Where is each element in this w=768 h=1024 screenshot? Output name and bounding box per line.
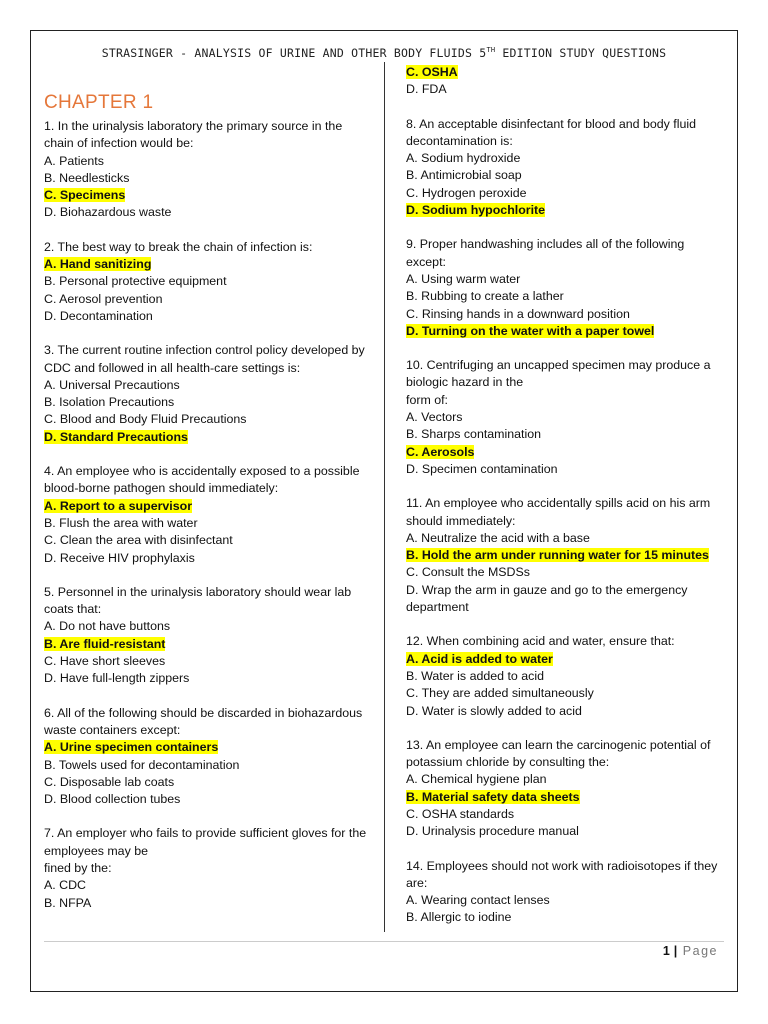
correct-answer-option: A. Urine specimen containers [44, 740, 219, 755]
page-footer [663, 944, 718, 958]
question-item [406, 116, 726, 220]
correct-answer-option: D. Sodium hypochlorite [406, 203, 546, 218]
answer-option: C. They are added simultaneously [406, 686, 594, 701]
question-item [406, 858, 726, 927]
question-stem: 10. Centrifuging an uncapped specimen may produce a biologic hazard in the [406, 358, 711, 390]
answer-option: A. Vectors [406, 410, 463, 425]
answer-option: B. Needlesticks [44, 170, 130, 185]
question-stem: 2. The best way to break the chain of infection is: [44, 239, 313, 254]
answer-option: D. FDA [406, 82, 447, 97]
document-header: STRASINGER - ANALYSIS OF URINE AND OTHER BODY FLUIDS 5TH EDITION STUDY QUESTIONS [101, 46, 667, 60]
question-stem: 6. All of the following should be discarded in biohazardous waste containers except: [44, 705, 363, 737]
answer-option: D. Decontamination [44, 308, 153, 323]
page-label: Page [682, 944, 718, 958]
question-stem: 9. Proper handwashing includes all of the following except: [406, 237, 685, 269]
question-item [44, 705, 374, 809]
answer-option: B. Isolation Precautions [44, 395, 175, 410]
question-stem: 7. An employer who fails to provide sufficient gloves for the employees may be [44, 826, 367, 858]
column-divider [384, 62, 385, 932]
chapter-heading: CHAPTER 1 [44, 92, 154, 113]
answer-option: D. Specimen contamination [406, 461, 558, 476]
question-stem: 5. Personnel in the urinalysis laboratory should wear lab coats that: [44, 584, 352, 617]
right-column [406, 64, 726, 944]
answer-option: B. Personal protective equipment [44, 274, 227, 289]
answer-option: C. Rinsing hands in a downward position [406, 306, 630, 321]
answer-option: C. Disposable lab coats [44, 774, 175, 789]
answer-option: B. Towels used for decontamination [44, 757, 240, 772]
answer-option: C. Aerosol prevention [44, 291, 163, 306]
question-item [44, 825, 374, 911]
footer-separator: | [673, 944, 679, 958]
footer-rule [44, 941, 724, 942]
answer-option: A. Neutralize the acid with a base [406, 530, 590, 545]
left-column [44, 92, 374, 929]
answer-option: D. Biohazardous waste [44, 205, 172, 220]
answer-option: B. Sharps contamination [406, 427, 541, 442]
answer-option: D. Blood collection tubes [44, 792, 181, 807]
question-item [406, 495, 726, 616]
answer-option: A. Universal Precautions [44, 377, 180, 392]
answer-option: C. Blood and Body Fluid Precautions [44, 412, 247, 427]
question-stem: 13. An employee can learn the carcinogenic potential of potassium chloride by consulting the: [406, 737, 711, 770]
answer-option: A. Using warm water [406, 271, 521, 286]
answer-option: C. OSHA standards [406, 806, 515, 821]
answer-option: C. Have short sleeves [44, 654, 166, 669]
question-stem: 12. When combining acid and water, ensure that: [406, 634, 675, 649]
correct-answer-option: C. Specimens [44, 188, 126, 203]
answer-option: D. Wrap the arm in gauze and go to the emergency department [406, 582, 688, 615]
correct-answer-option: D. Turning on the water with a paper towel [406, 323, 655, 338]
question-item [44, 118, 374, 222]
question-stem: 3. The current routine infection control policy developed by CDC and followed in all health-care settings is: [44, 343, 365, 375]
answer-option: D. Receive HIV prophylaxis [44, 550, 195, 565]
question-item [44, 239, 374, 325]
correct-answer-option: A. Hand sanitizing [44, 257, 152, 272]
question-stem: 8. An acceptable disinfectant for blood and body fluid decontamination is: [406, 116, 697, 148]
answer-option: B. Antimicrobial soap [406, 168, 522, 183]
answer-option: B. Flush the area with water [44, 515, 198, 530]
answer-option: A. CDC [44, 878, 86, 893]
question-stem: 1. In the urinalysis laboratory the primary source in the chain of infection would be: [44, 119, 343, 151]
question-stem-continued: fined by the: [44, 860, 112, 875]
page-number: 1 [662, 944, 670, 958]
question-item [406, 357, 726, 478]
question-item [406, 737, 726, 841]
answer-option: D. Water is slowly added to acid [406, 703, 582, 718]
answer-option: D. Have full-length zippers [44, 671, 190, 686]
answer-option: C. Consult the MSDSs [406, 565, 530, 580]
question-stem-continued: form of: [406, 392, 448, 407]
correct-answer-option: C. Aerosols [406, 444, 475, 459]
answer-option: A. Wearing contact lenses [406, 893, 550, 908]
correct-answer-option: D. Standard Precautions [44, 429, 188, 444]
question-stem: 4. An employee who is accidentally exposed to a possible blood-borne pathogen should immediately: [44, 464, 360, 496]
answer-option: B. Allergic to iodine [406, 910, 512, 925]
answer-option: A. Patients [44, 153, 104, 168]
answer-option: A. Do not have buttons [44, 619, 171, 634]
question-item [44, 463, 374, 567]
answer-option: A. Chemical hygiene plan [406, 772, 547, 787]
answer-option: A. Sodium hydroxide [406, 151, 521, 166]
question-item [44, 342, 374, 446]
question-continuation [406, 64, 726, 99]
answer-option: C. Clean the area with disinfectant [44, 533, 233, 548]
answer-option: B. NFPA [44, 895, 92, 910]
question-stem: 14. Employees should not work with radioisotopes if they are: [406, 858, 718, 890]
question-item [406, 236, 726, 340]
answer-option: B. Rubbing to create a lather [406, 289, 564, 304]
question-item [44, 584, 374, 688]
question-stem: 11. An employee who accidentally spills acid on his arm should immediately: [406, 496, 711, 528]
correct-answer-option: C. OSHA [406, 65, 458, 79]
question-item [406, 633, 726, 719]
answer-option: C. Hydrogen peroxide [406, 185, 527, 200]
correct-answer-option: A. Acid is added to water [406, 651, 553, 666]
answer-option: B. Water is added to acid [406, 668, 544, 683]
answer-option: D. Urinalysis procedure manual [406, 824, 579, 839]
correct-answer-option: B. Material safety data sheets [406, 789, 580, 804]
correct-answer-option: B. Are fluid-resistant [44, 636, 166, 651]
correct-answer-option: A. Report to a supervisor [44, 498, 193, 513]
correct-answer-option: B. Hold the arm under running water for 15 minutes [406, 548, 709, 563]
